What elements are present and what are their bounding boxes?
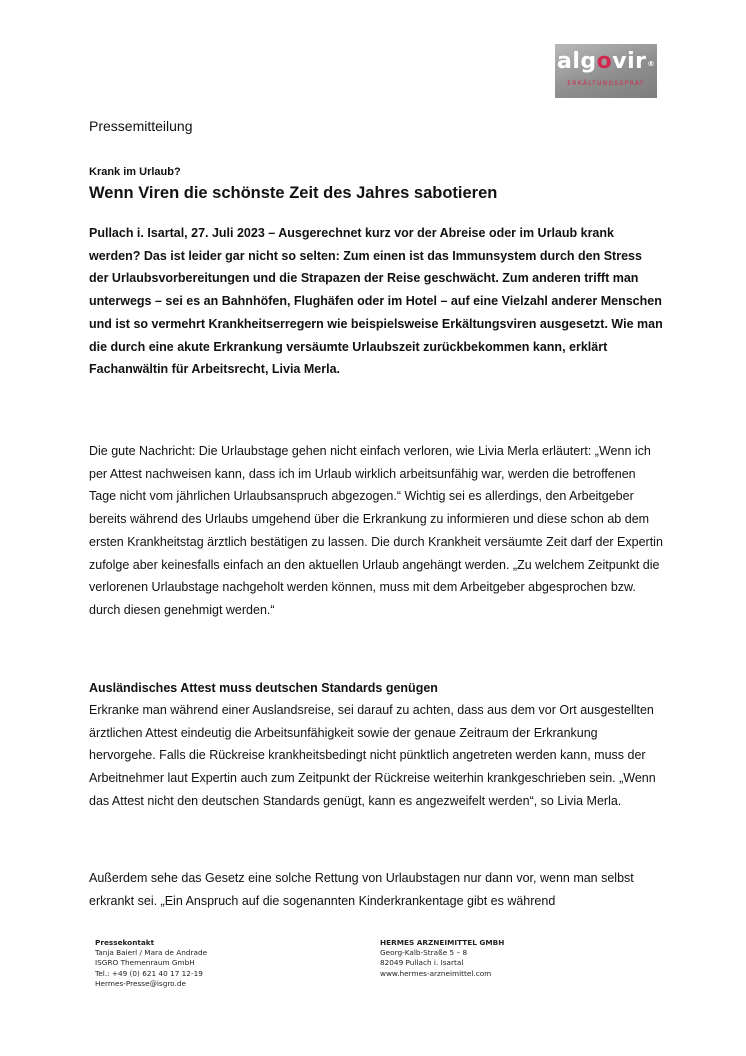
body-paragraph-3: Außerdem sehe das Gesetz eine solche Rettung von Urlaubstagen nur dann vor, wenn man selbst erkrankt sei. „Ein Anspruch auf die sogenannten Kinderkrankentage gibt es während bbox=[89, 871, 634, 908]
document-label: Pressemitteilung bbox=[89, 118, 193, 134]
logo-tagline: ERKÄLTUNGSSPRAY bbox=[567, 80, 645, 87]
footer-right-line: 82049 Pullach i. Isartal bbox=[380, 958, 464, 968]
footer-left-line: Tel.: +49 (0) 621 40 17 12-19 bbox=[95, 968, 203, 978]
logo-wordmark bbox=[555, 50, 657, 74]
body-paragraph-2: Erkranke man während einer Auslandsreise, sei darauf zu achten, dass aus dem vor Ort ausgestellten ärztlichen Attest eindeutig die Arbeitsunfähigkeit sowie der genaue Zeitraum der Erkrankung hervorgehe. Falls die Rückreise krankheitsbedingt nicht pünktlich angetreten werden kann, muss der Arbeitnehmer laut Expertin auch zum Zeitpunkt der Rückreise weiterhin krankgeschrieben sein. „Wenn das Attest nicht den deutschen Standards genügt, kann es angezweifelt werden“, so Livia Merla. bbox=[89, 703, 656, 808]
footer-right-line: Georg-Kalb-Straße 5 – 8 bbox=[380, 948, 468, 958]
footer-left-heading: Pressekontakt bbox=[95, 938, 155, 947]
logo-word-accent: o bbox=[596, 49, 613, 74]
kicker: Krank im Urlaub? bbox=[89, 166, 181, 178]
headline: Wenn Viren die schönste Zeit des Jahres sabotieren bbox=[89, 184, 498, 202]
footer-left-line: Tanja Baierl / Mara de Andrade bbox=[95, 948, 208, 958]
footer-right-heading: HERMES ARZNEIMITTEL GMBH bbox=[380, 938, 505, 947]
footer-company bbox=[380, 938, 504, 979]
footer-email: Hermes-Presse@isgro.de bbox=[95, 978, 186, 988]
body-paragraph-1: Die gute Nachricht: Die Urlaubstage gehen nicht einfach verloren, wie Livia Merla erläutert: „Wenn ich per Attest nachweisen kann, dass ich im Urlaub wirklich arbeitsunfähig war, werden die betroffenen Tage nicht vom jährlichen Urlaubsanspruch abgezogen.“ Wichtig sei es allerdings, den Arbeitgeber bereits während des Urlaubs umgehend über die Erkrankung zu informieren und diese schon ab dem ersten Krankheitstag ärztlich bestätigen zu lassen. Die durch Krankheit versäumte Zeit darf der Expertin zufolge aber keinesfalls einfach an den aktuellen Urlaub angehängt werden. „Zu welchem Zeitpunkt die verlorenen Urlaubstage nachgeholt werden können, muss mit dem Arbeitgeber abgesprochen bzw. durch diesen genehmigt werden.“ bbox=[89, 444, 663, 617]
footer-press-contact bbox=[95, 938, 207, 989]
algovir-logo bbox=[555, 44, 657, 98]
subheading: Ausländisches Attest muss deutschen Standards genügen bbox=[89, 681, 438, 695]
lead-paragraph: Pullach i. Isartal, 27. Juli 2023 – Ausgerechnet kurz vor der Abreise oder im Urlaub krank werden? Das ist leider gar nicht so selten: Zum einen ist das Immunsystem durch den Stress der Urlaubsvorbereitungen und die Strapazen der Reise geschwächt. Zum anderen trifft man unterwegs – sei es an Bahnhöfen, Flughäfen oder im Hotel – auf eine Vielzahl anderer Menschen und ist so vermehrt Krankheitserregern wie beispielsweise Erkältungsviren ausgesetzt. Wie man die durch eine akute Erkrankung versäumte Urlaubszeit zurückbekommen kann, erklärt Fachanwältin für Arbeitsrecht, Livia Merla. bbox=[89, 226, 663, 377]
logo-word-start: alg bbox=[557, 49, 597, 74]
logo-trademark: ® bbox=[647, 60, 655, 68]
logo-word-end: vir bbox=[612, 49, 647, 74]
footer-website: www.hermes-arzneimittel.com bbox=[380, 968, 492, 978]
footer-left-line: ISGRO Themenraum GmbH bbox=[95, 958, 195, 968]
